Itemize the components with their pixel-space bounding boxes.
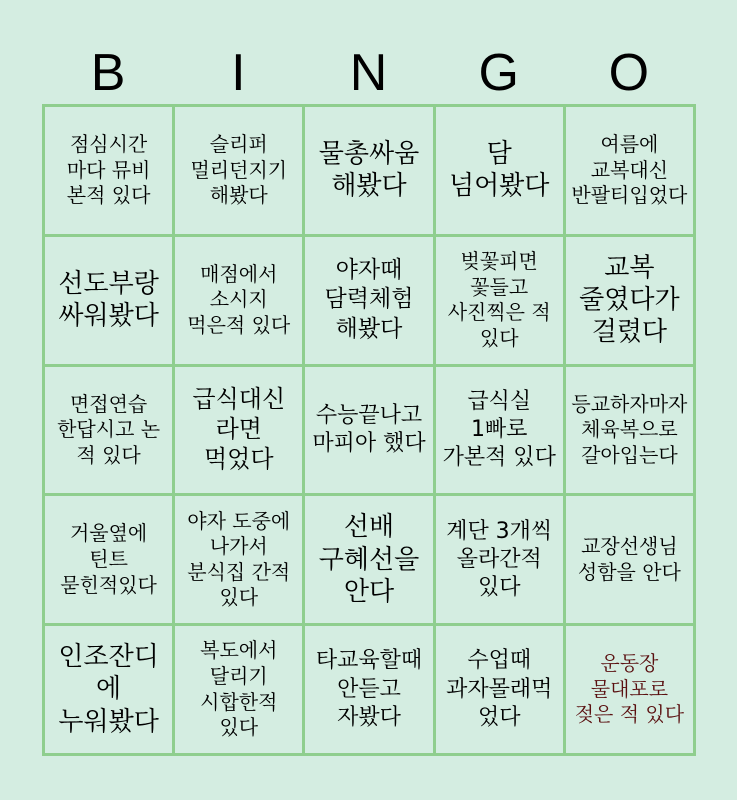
header-letter-n: N	[349, 43, 388, 102]
bingo-cell-2-3[interactable]: 야자때 담력체험 해봤다	[305, 237, 432, 364]
header-letter-b: B	[90, 43, 126, 102]
bingo-cell-1-5[interactable]: 여름에 교복대신 반팔티입었다	[566, 107, 693, 234]
bingo-cell-4-5[interactable]: 교장선생님 성함을 안다	[566, 496, 693, 623]
bingo-cell-5-4[interactable]: 수업때 과자몰래먹었다	[436, 626, 563, 753]
bingo-cell-3-1[interactable]: 면접연습 한답시고 논 적 있다	[45, 367, 172, 494]
bingo-cell-4-1[interactable]: 거울옆에 틴트 묻힌적있다	[45, 496, 172, 623]
bingo-cell-1-4[interactable]: 담 넘어봤다	[436, 107, 563, 234]
bingo-cell-4-4[interactable]: 계단 3개씩 올라간적 있다	[436, 496, 563, 623]
header-letter-i: I	[231, 43, 246, 102]
bingo-cell-4-2[interactable]: 야자 도중에 나가서 분식집 간적 있다	[175, 496, 302, 623]
bingo-cell-3-4[interactable]: 급식실 1빠로 가본적 있다	[436, 367, 563, 494]
bingo-header	[43, 40, 694, 105]
header-letter-g: G	[478, 43, 519, 102]
header-letter-o: O	[608, 43, 650, 102]
bingo-cell-4-3[interactable]: 선배 구혜선을 안다	[305, 496, 432, 623]
bingo-cell-5-1[interactable]: 인조잔디에 누워봤다	[45, 626, 172, 753]
bingo-cell-5-5[interactable]: 운동장 물대포로 젖은 적 있다	[566, 626, 693, 753]
bingo-cell-5-3[interactable]: 타교육할때 안듣고 자봤다	[305, 626, 432, 753]
bingo-cell-2-5[interactable]: 교복 줄였다가 걸렸다	[566, 237, 693, 364]
bingo-cell-2-2[interactable]: 매점에서 소시지 먹은적 있다	[175, 237, 302, 364]
bingo-cell-3-2[interactable]: 급식대신 라면 먹었다	[175, 367, 302, 494]
bingo-cell-5-2[interactable]: 복도에서 달리기 시합한적 있다	[175, 626, 302, 753]
bingo-cell-2-4[interactable]: 벚꽃피면 꽃들고 사진찍은 적 있다	[436, 237, 563, 364]
bingo-cell-1-3[interactable]: 물총싸움해봤다	[305, 107, 432, 234]
bingo-cell-3-5[interactable]: 등교하자마자 체육복으로 갈아입는다	[566, 367, 693, 494]
bingo-cell-1-1[interactable]: 점심시간 마다 뮤비 본적 있다	[45, 107, 172, 234]
bingo-cell-1-2[interactable]: 슬리퍼 멀리던지기 해봤다	[175, 107, 302, 234]
bingo-board	[42, 104, 696, 756]
bingo-cell-3-3[interactable]: 수능끝나고 마피아 했다	[305, 367, 432, 494]
bingo-cell-2-1[interactable]: 선도부랑 싸워봤다	[45, 237, 172, 364]
